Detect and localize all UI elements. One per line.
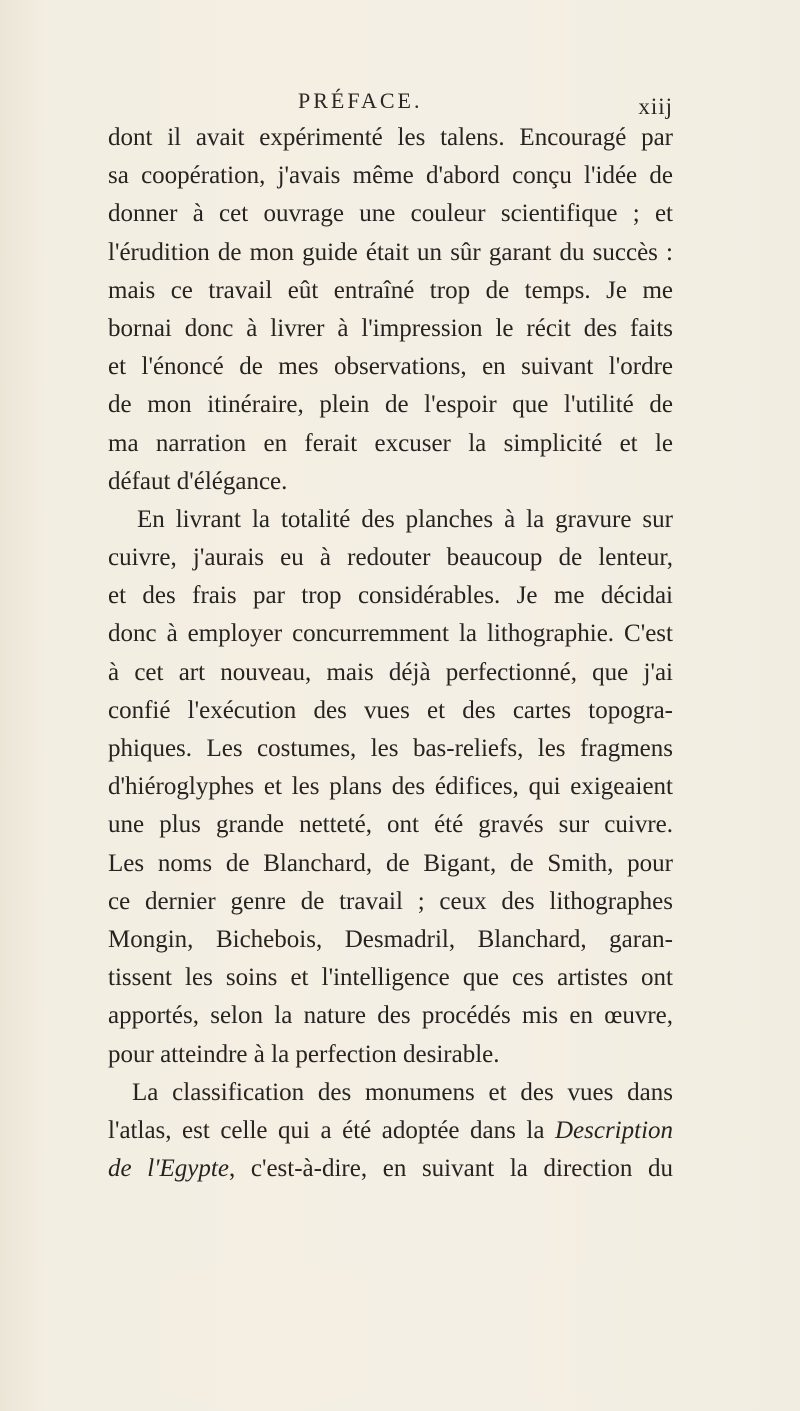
text-line: cuivre, j'aurais eu à redouter beaucoup de lenteur, bbox=[108, 544, 673, 572]
text-line: défaut d'élégance. bbox=[108, 467, 288, 495]
text-line: ce dernier genre de travail ; ceux des lithographes bbox=[108, 887, 673, 915]
text-line bbox=[108, 1112, 673, 1150]
text-line: à cet art nouveau, mais déjà perfectionné, que j'ai bbox=[108, 658, 673, 686]
text-line: et l'énoncé de mes observations, en suivant l'ordre bbox=[108, 353, 673, 381]
text-line: confié l'exécution des vues et des cartes topogra- bbox=[108, 696, 673, 724]
page-number: xiij bbox=[638, 94, 673, 119]
text-line: de mon itinéraire, plein de l'espoir que l'utilité de bbox=[108, 391, 673, 419]
italic-title-run: Description bbox=[554, 1116, 674, 1144]
text-line: ma narration en ferait excuser la simplicité et le bbox=[108, 429, 673, 457]
text-line: pour atteindre à la perfection desirable. bbox=[108, 1040, 500, 1068]
text-line: mais ce travail eût entraîné trop de temps. Je me bbox=[108, 276, 673, 304]
text-line: bornai donc à livrer à l'impression le récit des faits bbox=[108, 314, 673, 342]
text-line: Mongin, Bichebois, Desmadril, Blanchard, garan- bbox=[108, 925, 673, 953]
text-line: donner à cet ouvrage une couleur scientifique ; et bbox=[108, 200, 673, 228]
text-line: apportés, selon la nature des procédés mis en œuvre, bbox=[108, 1002, 673, 1030]
body-text bbox=[108, 119, 673, 1188]
text-line: La classification des monumens et des vues dans bbox=[132, 1078, 673, 1106]
paragraph-3 bbox=[108, 1074, 673, 1189]
text-line: Les noms de Blanchard, de Bigant, de Smith, pour bbox=[108, 849, 673, 877]
text-line: En livrant la totalité des planches à la gravure sur bbox=[137, 505, 673, 533]
text-line: tissent les soins et l'intelligence que ces artistes ont bbox=[108, 964, 673, 992]
text-line: donc à employer concurremment la lithographie. C'est bbox=[108, 620, 673, 648]
text-line: d'hiéroglyphes et les plans des édifices, qui exigeaient bbox=[108, 773, 673, 801]
text-line: sa coopération, j'avais même d'abord conçu l'idée de bbox=[108, 162, 673, 190]
text-line bbox=[108, 1150, 673, 1188]
text-line: une plus grande netteté, ont été gravés sur cuivre. bbox=[108, 811, 673, 839]
text-run: l'atlas, est celle qui a été adoptée dans la bbox=[108, 1116, 545, 1144]
text-line: phiques. Les costumes, les bas-reliefs, les fragmens bbox=[108, 735, 673, 762]
text-line: dont il avait expérimenté les talens. Encouragé par bbox=[108, 124, 673, 151]
text-run: , c'est-à-dire, en suivant la direction du bbox=[228, 1155, 673, 1183]
paragraph-1 bbox=[108, 119, 673, 501]
paragraph-2 bbox=[108, 501, 673, 1074]
text-line: et des frais par trop considérables. Je me décidai bbox=[108, 582, 673, 610]
italic-title-run: de l'Egypte bbox=[108, 1155, 229, 1183]
running-title: PRÉFACE. bbox=[298, 88, 423, 113]
text-line: l'érudition de mon guide était un sûr garant du succès : bbox=[108, 238, 673, 266]
